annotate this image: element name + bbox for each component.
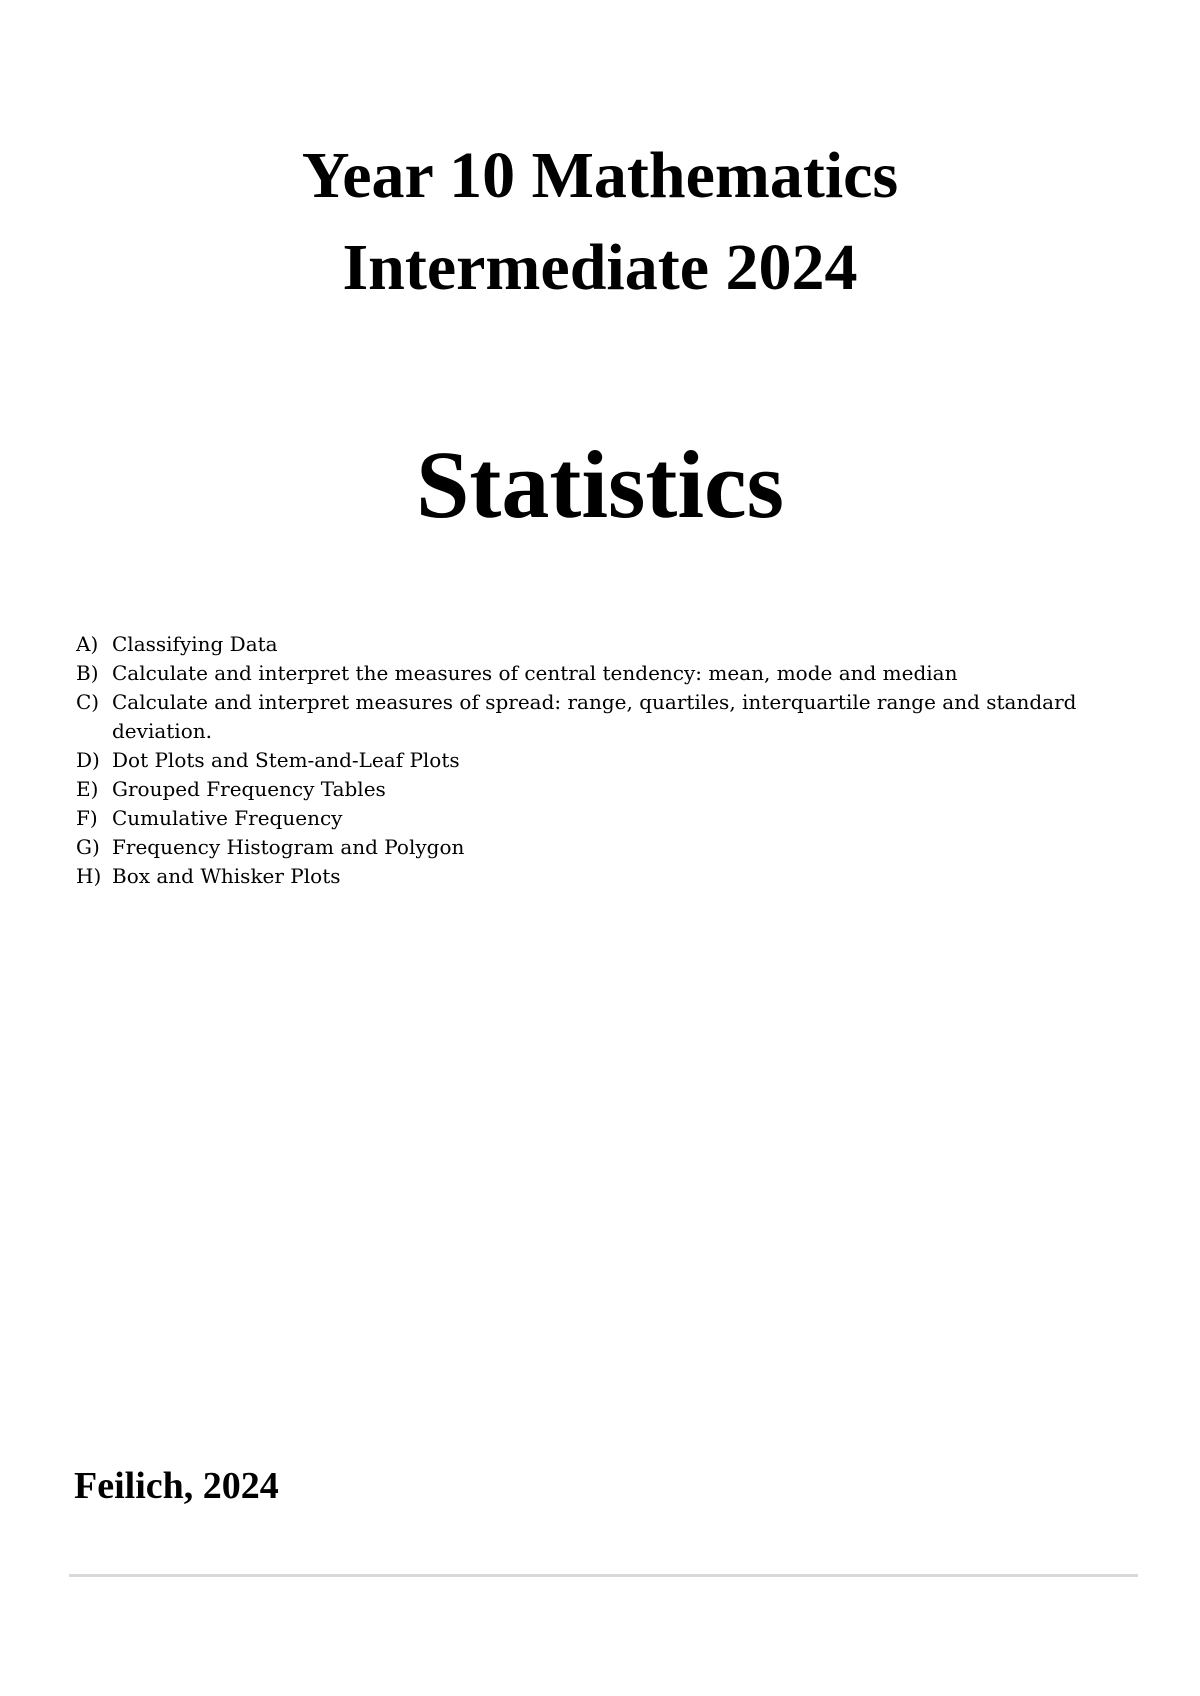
topic-list xyxy=(76,630,1126,891)
topic-title: Statistics xyxy=(416,431,784,538)
topic-item-h xyxy=(76,862,1126,891)
course-title xyxy=(0,130,1200,314)
topic-text: Box and Whisker Plots xyxy=(112,864,341,888)
topic-item-d xyxy=(76,746,1126,775)
author-date: Feilich, 2024 xyxy=(74,1465,279,1507)
course-title-line-2: Intermediate 2024 xyxy=(342,231,858,304)
topic-text: Cumulative Frequency xyxy=(112,806,343,830)
topic-letter: D) xyxy=(76,748,100,772)
topic-letter: G) xyxy=(76,835,100,859)
topic-text: Grouped Frequency Tables xyxy=(112,777,386,801)
topic-text: Frequency Histogram and Polygon xyxy=(112,835,465,859)
topic-letter: E) xyxy=(76,777,99,801)
topic-item-g xyxy=(76,833,1126,862)
topic-letter: F) xyxy=(76,806,98,830)
course-title-line-1: Year 10 Mathematics xyxy=(301,139,899,212)
footer-divider xyxy=(69,1574,1138,1577)
topic-letter: B) xyxy=(76,661,99,685)
topic-text: Calculate and interpret the measures of central tendency: mean, mode and median xyxy=(112,661,958,685)
topic-letter: C) xyxy=(76,690,100,714)
topic-text: Calculate and interpret measures of spread: range, quartiles, interquartile range and standard deviation. xyxy=(112,690,1077,743)
topic-text: Classifying Data xyxy=(112,632,278,656)
topic-letter: A) xyxy=(76,632,99,656)
topic-letter: H) xyxy=(76,864,102,888)
topic-item-b xyxy=(76,659,1126,688)
topic-item-e xyxy=(76,775,1126,804)
topic-item-f xyxy=(76,804,1126,833)
topic-text: Dot Plots and Stem-and-Leaf Plots xyxy=(112,748,460,772)
topic-item-c xyxy=(76,688,1126,746)
topic-item-a xyxy=(76,630,1126,659)
